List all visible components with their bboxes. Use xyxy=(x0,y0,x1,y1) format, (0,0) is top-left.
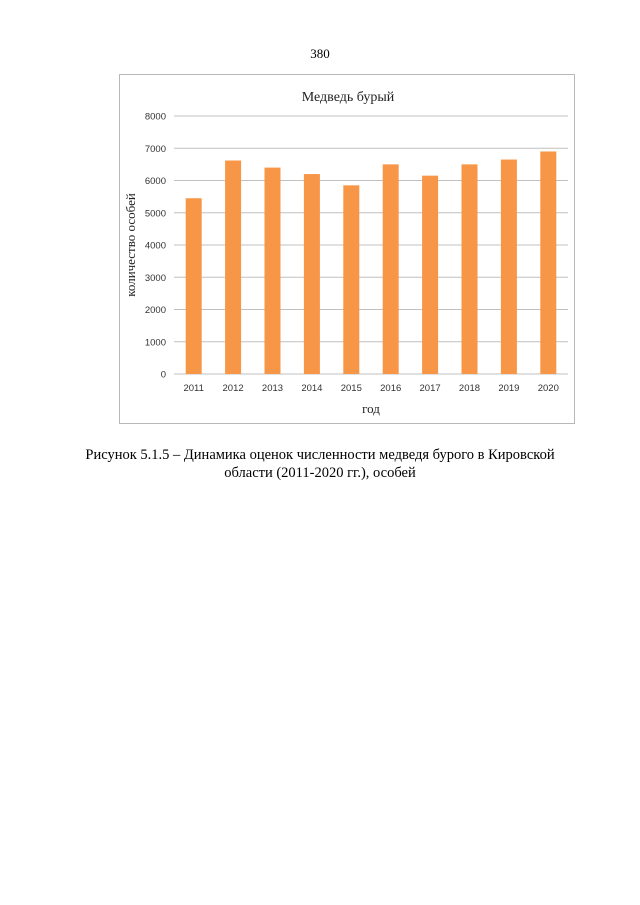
page-number: 380 xyxy=(310,46,330,61)
bar-2016 xyxy=(383,164,399,374)
x-tick-label: 2014 xyxy=(301,383,323,394)
y-tick-label: 6000 xyxy=(144,176,166,187)
y-axis-label: количество особей xyxy=(123,193,138,297)
caption-line-1: Рисунок 5.1.5 – Динамика оценок численности медведя бурого в Кировской xyxy=(85,447,555,463)
chart-title: Медведь бурый xyxy=(301,90,395,105)
caption-line-2: области (2011-2020 гг.), особей xyxy=(224,465,416,481)
y-tick-label: 0 xyxy=(160,369,166,381)
bar-2020 xyxy=(540,151,556,374)
x-tick-label: 2018 xyxy=(458,383,481,394)
y-tick-label: 7000 xyxy=(144,143,166,155)
figure-caption xyxy=(60,446,580,482)
y-tick-label: 2000 xyxy=(144,305,166,316)
bar-2019 xyxy=(501,160,517,374)
x-axis-label: год xyxy=(362,401,380,416)
x-tick-label: 2013 xyxy=(261,383,284,394)
bar-2011 xyxy=(186,198,202,374)
chart-container xyxy=(119,74,575,424)
x-tick-label: 2020 xyxy=(537,383,559,394)
bars xyxy=(186,151,557,374)
y-tick-label: 8000 xyxy=(144,111,166,123)
y-tick-label: 4000 xyxy=(144,240,166,252)
x-tick-label: 2016 xyxy=(380,383,402,394)
bar-2018 xyxy=(462,164,478,374)
bar-2013 xyxy=(265,168,281,374)
bar-2014 xyxy=(304,174,320,374)
x-tick-label: 2017 xyxy=(419,383,441,394)
x-tick-label: 2011 xyxy=(183,383,204,394)
y-tick-label: 5000 xyxy=(144,208,166,220)
x-tick-label: 2015 xyxy=(340,383,362,394)
bar-2015 xyxy=(343,185,359,374)
x-tick-label: 2019 xyxy=(498,383,520,394)
bar-chart xyxy=(120,75,576,425)
bar-2017 xyxy=(422,176,438,374)
y-tick-label: 1000 xyxy=(144,337,166,349)
y-tick-label: 3000 xyxy=(144,272,166,284)
x-tick-label: 2012 xyxy=(222,383,244,394)
bar-2012 xyxy=(225,161,241,374)
